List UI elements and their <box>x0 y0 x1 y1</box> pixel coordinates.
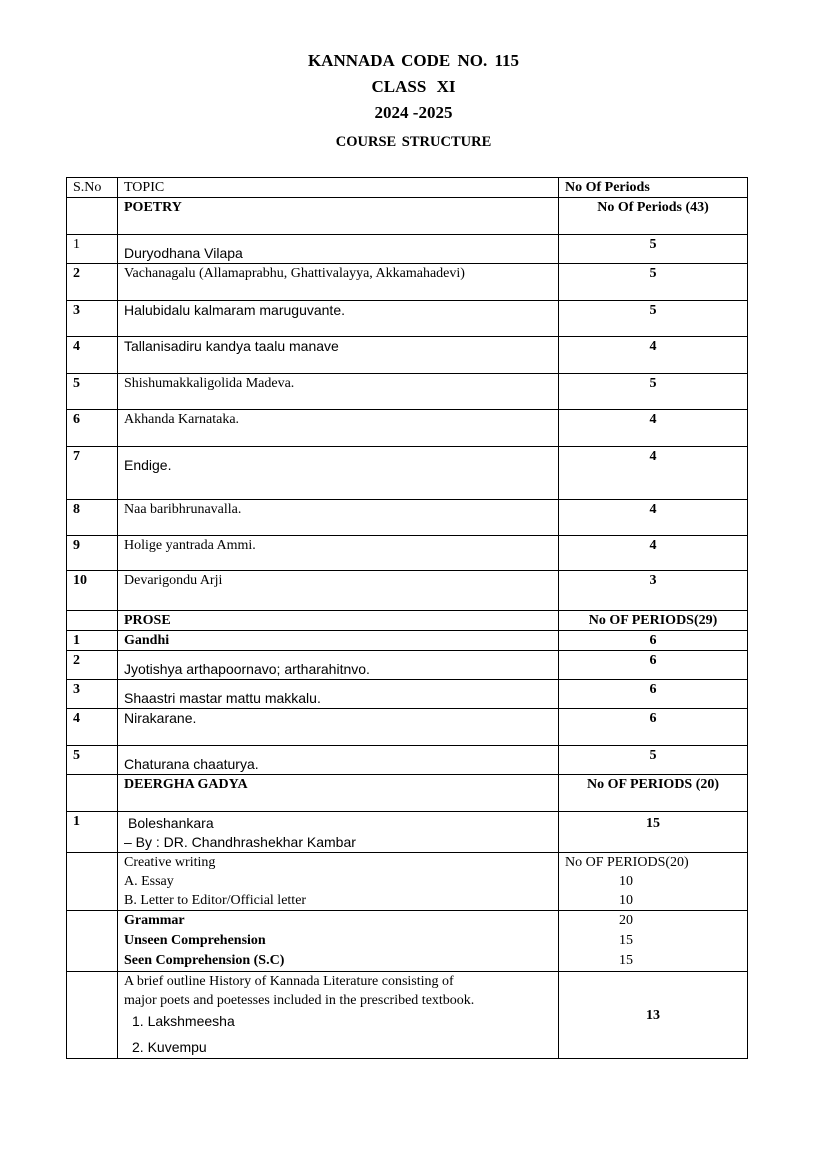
topic-cell: Holige yantrada Ammi. <box>118 536 559 571</box>
sno-cell: 8 <box>67 500 118 536</box>
periods-cell: 4 <box>559 447 748 500</box>
periods-cell: 13 <box>559 972 748 1059</box>
table-row <box>67 410 748 447</box>
col-periods-header: No Of Periods <box>559 178 748 198</box>
topic-cell: Grammar Unseen Comprehension Seen Comprehension (S.C) <box>118 911 559 972</box>
session-year: 2024 -2025 <box>374 103 453 122</box>
sno-cell: 7 <box>67 447 118 500</box>
course-structure-table <box>66 177 748 1059</box>
creative-writing-row <box>67 853 748 911</box>
topic-cell: Creative writing A. Essay B. Letter to Editor/Official letter <box>118 853 559 911</box>
prose-section-row <box>67 611 748 631</box>
topic-cell: Nirakarane. <box>118 709 559 746</box>
prose-heading: PROSE <box>118 611 559 631</box>
periods-cell: 5 <box>559 235 748 264</box>
col-topic-header: TOPIC <box>118 178 559 198</box>
topic-cell: Akhanda Karnataka. <box>118 410 559 447</box>
deergha-gadya-heading: DEERGHA GADYA <box>118 775 559 812</box>
sno-cell: 5 <box>67 746 118 775</box>
sno-cell: 2 <box>67 651 118 680</box>
table-row <box>67 631 748 651</box>
topic-cell: Jyotishya arthapoornavo; artharahitnvo. <box>118 651 559 680</box>
topic-cell: Boleshankara – By : DR. Chandhrashekhar Kambar <box>118 812 559 853</box>
periods-cell: 5 <box>559 264 748 301</box>
periods-cell: 15 <box>559 812 748 853</box>
topic-cell: Shaastri mastar mattu makkalu. <box>118 680 559 709</box>
grammar-row <box>67 911 748 972</box>
sno-cell: 1 <box>67 631 118 651</box>
table-row <box>67 447 748 500</box>
periods-cell: 5 <box>559 746 748 775</box>
table-row <box>67 746 748 775</box>
table-row <box>67 709 748 746</box>
periods-cell: 20 15 15 <box>559 911 748 972</box>
deergha-gadya-periods: No OF PERIODS (20) <box>559 775 748 812</box>
table-row <box>67 301 748 337</box>
sno-cell: 6 <box>67 410 118 447</box>
course-structure-title: COURSE STRUCTURE <box>335 134 492 150</box>
sno-cell: 2 <box>67 264 118 301</box>
col-sno-header: S.No <box>67 178 118 198</box>
poetry-periods: No Of Periods (43) <box>559 198 748 235</box>
poetry-section-row <box>67 198 748 235</box>
sno-cell: 4 <box>67 709 118 746</box>
table-row <box>67 374 748 410</box>
sno-cell: 10 <box>67 571 118 611</box>
topic-cell: Naa baribhrunavalla. <box>118 500 559 536</box>
table-row <box>67 571 748 611</box>
periods-cell: 4 <box>559 337 748 374</box>
table-row <box>67 264 748 301</box>
topic-cell: A brief outline History of Kannada Literature consisting of major poets and poetesses included in the prescribed textbook. 1. Lakshmeesha 2. Kuvempu <box>118 972 559 1059</box>
history-row <box>67 972 748 1059</box>
periods-cell: 4 <box>559 536 748 571</box>
sno-cell: 1 <box>67 235 118 264</box>
subject-title: KANNADA CODE NO. 115 <box>307 51 520 70</box>
periods-cell: 6 <box>559 709 748 746</box>
periods-cell: 4 <box>559 410 748 447</box>
table-row <box>67 536 748 571</box>
topic-cell: Tallanisadiru kandya taalu manave <box>118 337 559 374</box>
topic-cell: Vachanagalu (Allamaprabhu, Ghattivalayya, Akkamahadevi) <box>118 264 559 301</box>
topic-cell: Chaturana chaaturya. <box>118 746 559 775</box>
table-row <box>67 812 748 853</box>
sno-cell: 3 <box>67 680 118 709</box>
deergha-gadya-section-row <box>67 775 748 812</box>
sno-cell: 5 <box>67 374 118 410</box>
table-row <box>67 235 748 264</box>
sno-cell: 1 <box>67 812 118 853</box>
poetry-heading: POETRY <box>118 198 559 235</box>
sno-cell: 9 <box>67 536 118 571</box>
topic-cell: Gandhi <box>118 631 559 651</box>
periods-cell: 6 <box>559 680 748 709</box>
periods-cell: 5 <box>559 301 748 337</box>
table-row <box>67 680 748 709</box>
periods-cell: 3 <box>559 571 748 611</box>
periods-cell: 4 <box>559 500 748 536</box>
table-header-row <box>67 178 748 198</box>
periods-cell: 6 <box>559 631 748 651</box>
periods-cell: No OF PERIODS(20) 10 10 <box>559 853 748 911</box>
topic-cell: Endige. <box>118 447 559 500</box>
periods-cell: 6 <box>559 651 748 680</box>
sno-cell: 3 <box>67 301 118 337</box>
topic-cell: Duryodhana Vilapa <box>118 235 559 264</box>
sno-cell: 4 <box>67 337 118 374</box>
class-title: CLASS XI <box>371 77 456 96</box>
table-row <box>67 337 748 374</box>
topic-cell: Halubidalu kalmaram maruguvante. <box>118 301 559 337</box>
topic-cell: Shishumakkaligolida Madeva. <box>118 374 559 410</box>
table-row <box>67 651 748 680</box>
periods-cell: 5 <box>559 374 748 410</box>
prose-periods: No OF PERIODS(29) <box>559 611 748 631</box>
topic-cell: Devarigondu Arji <box>118 571 559 611</box>
table-row <box>67 500 748 536</box>
